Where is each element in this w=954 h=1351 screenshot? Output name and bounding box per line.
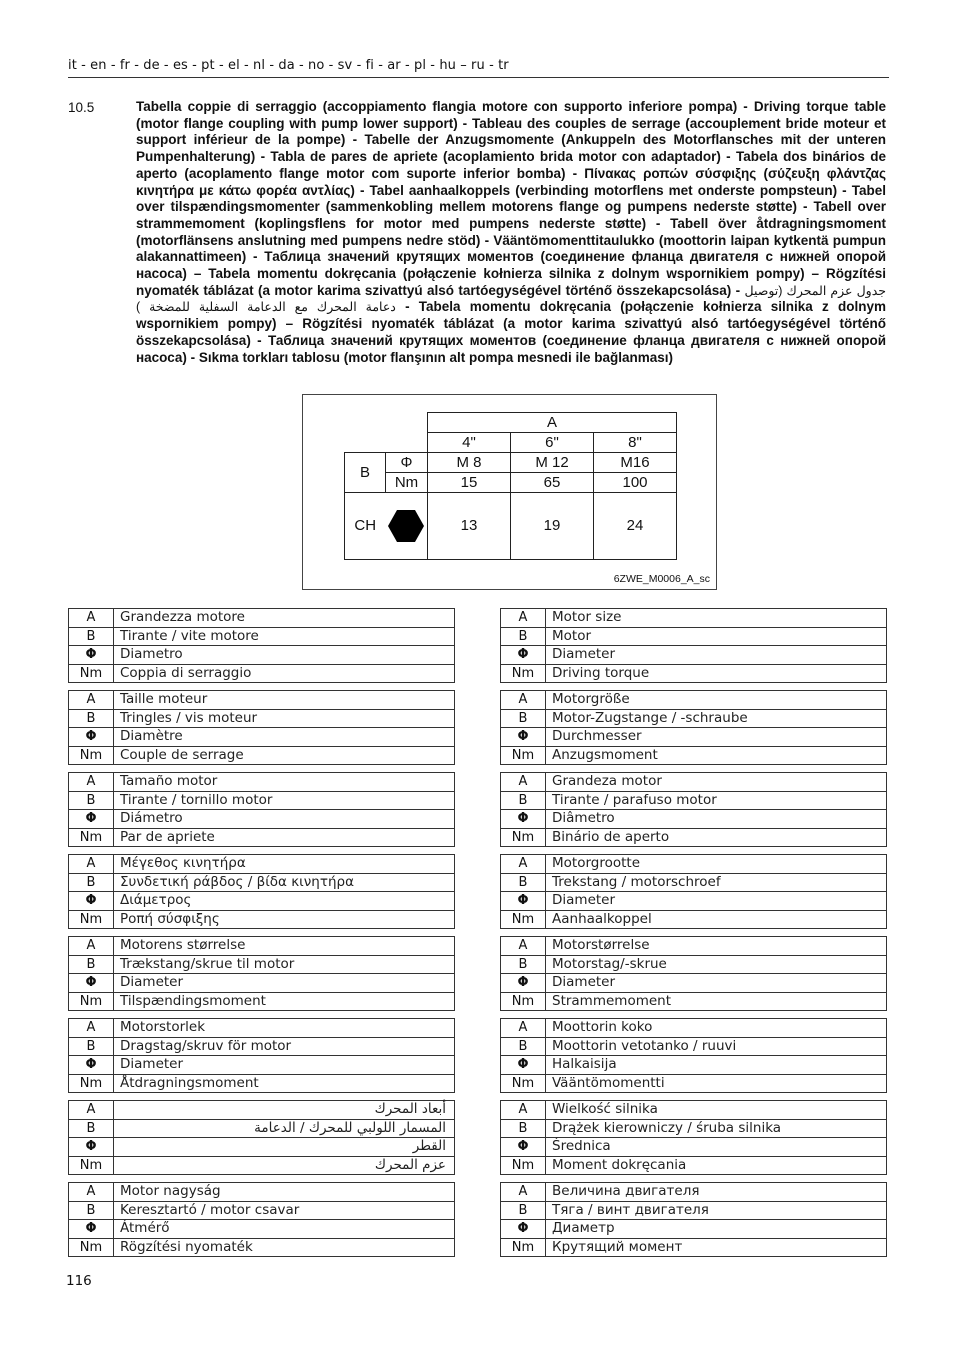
section-number: 10.5 <box>68 100 95 115</box>
legend-row <box>69 955 455 974</box>
legend-key: A <box>501 855 546 874</box>
legend-key: Φ <box>501 810 546 829</box>
legend-value: Grandezza motore <box>114 609 455 628</box>
legend-key: Nm <box>69 1074 114 1093</box>
legend-value: Anzugsmoment <box>546 746 887 765</box>
legend-key: Φ <box>69 892 114 911</box>
legend-value: Trekstang / motorschroef <box>546 873 887 892</box>
legend-row <box>501 974 887 993</box>
legend-value: Tringles / vis moteur <box>114 709 455 728</box>
legend-value: Aanhaalkoppel <box>546 910 887 929</box>
legend-row <box>501 1183 887 1202</box>
legend-key: Φ <box>501 892 546 911</box>
legend-value: Tirante / tornillo motor <box>114 791 455 810</box>
legend-value: Diameter <box>114 1056 455 1075</box>
legend-value: Tilspændingsmoment <box>114 992 455 1011</box>
legend-row <box>501 609 887 628</box>
legend-row <box>69 609 455 628</box>
legend-value: Átmérő <box>114 1220 455 1239</box>
legend-row <box>69 1074 455 1093</box>
legend-row <box>501 1074 887 1093</box>
legend-key: Nm <box>501 1238 546 1257</box>
legend-table-sv <box>68 1018 455 1093</box>
legend-row <box>69 892 455 911</box>
legend-key: Φ <box>69 728 114 747</box>
legend-row <box>69 810 455 829</box>
torque-6: 65 <box>511 473 594 493</box>
legend-key: B <box>501 791 546 810</box>
legend-key: B <box>501 955 546 974</box>
legend-key: B <box>501 1037 546 1056</box>
language-header: it - en - fr - de - es - pt - el - nl - da - no - sv - fi - ar - pl - hu – ru - tr <box>68 58 509 73</box>
legend-value: Ροπή σύσφιξης <box>114 910 455 929</box>
hexagon-nut-icon <box>387 509 425 543</box>
legend-row <box>501 937 887 956</box>
legend-key: B <box>501 627 546 646</box>
legend-key: Nm <box>69 664 114 683</box>
legend-value: Тяга / винт двигателя <box>546 1201 887 1220</box>
legend-key: Nm <box>501 746 546 765</box>
legend-table-pl <box>500 1100 887 1175</box>
legend-key: Nm <box>501 910 546 929</box>
torque-table <box>344 412 677 560</box>
legend-value: Motor-Zugstange / -schraube <box>546 709 887 728</box>
legend-key: Φ <box>501 1220 546 1239</box>
legend-row <box>69 1220 455 1239</box>
legend-row <box>501 1019 887 1038</box>
legend-row <box>69 791 455 810</box>
legend-value: Driving torque <box>546 664 887 683</box>
legend-key: A <box>69 1019 114 1038</box>
legend-row <box>501 1238 887 1257</box>
legend-key: Nm <box>501 1074 546 1093</box>
legend-table-fr <box>68 690 455 765</box>
legend-row <box>69 1183 455 1202</box>
ch-8: 24 <box>594 493 677 560</box>
title-part-2: - Tabela momentu dokręcania (połączenie kołnierza silnika z dolnym wspornikiem pompy) – Rögzítési nyomaték táblázat (a motor karima szivattyú alsó tartóegységével történő összekapcsolása) - Таблица значений крутящих моментов (соединение фланца двигателя с нижней опорой насоса) - Sıkma torkları tablosu (motor flanşının alt pompa mesnedi ile bağlanması) <box>136 299 886 365</box>
legend-row <box>69 910 455 929</box>
legend-key: B <box>69 1037 114 1056</box>
legend-value: القطر <box>114 1138 455 1157</box>
legend-table-fi <box>500 1018 887 1093</box>
legend-key: Nm <box>69 910 114 929</box>
ch-4: 13 <box>428 493 511 560</box>
legend-value: Motorgrootte <box>546 855 887 874</box>
legend-value: Diâmetro <box>546 810 887 829</box>
legend-table-ru <box>500 1182 887 1257</box>
legend-key: B <box>501 873 546 892</box>
legend-key: Nm <box>69 746 114 765</box>
legend-table-de <box>500 690 887 765</box>
legend-table-hu <box>68 1182 455 1257</box>
legend-row <box>501 828 887 847</box>
legend-key: B <box>501 709 546 728</box>
thread-8: M16 <box>594 453 677 473</box>
legend-value: Diamètre <box>114 728 455 747</box>
legend-key: A <box>501 1183 546 1202</box>
legend-value: Keresztartó / motor csavar <box>114 1201 455 1220</box>
legend-row <box>69 1037 455 1056</box>
legend-row <box>69 1238 455 1257</box>
legend-key: Nm <box>69 828 114 847</box>
legend-key: Φ <box>501 1056 546 1075</box>
legend-value: Halkaisija <box>546 1056 887 1075</box>
legend-value: Strammemoment <box>546 992 887 1011</box>
legend-value: Moment dokręcania <box>546 1156 887 1175</box>
legend-row <box>69 627 455 646</box>
legend-key: B <box>69 627 114 646</box>
phi-label: Φ <box>386 453 428 473</box>
legend-value: Grandeza motor <box>546 773 887 792</box>
legend-key: Φ <box>501 974 546 993</box>
legend-table-en <box>500 608 887 683</box>
legend-value: Diámetro <box>114 810 455 829</box>
legend-row <box>69 709 455 728</box>
legend-key: A <box>501 609 546 628</box>
legend-key: Φ <box>69 1056 114 1075</box>
legend-value: Wielkość silnika <box>546 1101 887 1120</box>
legend-row <box>501 1056 887 1075</box>
legend-value: Åtdragningsmoment <box>114 1074 455 1093</box>
legend-value: Par de apriete <box>114 828 455 847</box>
legend-table-it <box>68 608 455 683</box>
legend-key: Nm <box>501 664 546 683</box>
legend-row <box>501 1156 887 1175</box>
legend-row <box>501 709 887 728</box>
legend-key: Nm <box>69 1156 114 1175</box>
legend-row <box>501 910 887 929</box>
legend-key: Nm <box>501 1156 546 1175</box>
legend-row <box>501 1119 887 1138</box>
legend-row <box>69 646 455 665</box>
legend-key: Φ <box>69 974 114 993</box>
legend-row <box>69 728 455 747</box>
torque-figure <box>302 394 717 590</box>
legend-row <box>69 855 455 874</box>
legend-value: Moottorin vetotanko / ruuvi <box>546 1037 887 1056</box>
legend-row <box>501 892 887 911</box>
size-8: 8" <box>594 433 677 453</box>
legend-row <box>69 873 455 892</box>
legend-key: A <box>69 937 114 956</box>
size-6: 6" <box>511 433 594 453</box>
legend-key: Nm <box>501 992 546 1011</box>
legend-row <box>501 664 887 683</box>
legend-table-pt <box>500 772 887 847</box>
legend-value: Motorens størrelse <box>114 937 455 956</box>
row-label-b: B <box>345 453 386 493</box>
legend-value: أبعاد المحرك <box>114 1101 455 1120</box>
legend-row <box>501 627 887 646</box>
legend-key: A <box>69 609 114 628</box>
legend-row <box>501 773 887 792</box>
legend-value: Motorstag/-skrue <box>546 955 887 974</box>
legend-row <box>69 1019 455 1038</box>
legend-table-el <box>68 854 455 929</box>
legend-value: Średnica <box>546 1138 887 1157</box>
legend-table-nl <box>500 854 887 929</box>
legend-table-ar <box>68 1100 455 1175</box>
legend-key: B <box>69 955 114 974</box>
legend-value: Motorgröße <box>546 691 887 710</box>
torque-4: 15 <box>428 473 511 493</box>
legend-row <box>69 773 455 792</box>
legend-row <box>69 1119 455 1138</box>
legend-row <box>501 728 887 747</box>
legend-row <box>501 873 887 892</box>
legend-value: Rögzítési nyomaték <box>114 1238 455 1257</box>
legend-table-no <box>500 936 887 1011</box>
legend-value: المسمار اللولبي للمحرك / الدعامة <box>114 1119 455 1138</box>
page-number: 116 <box>66 1273 92 1289</box>
legend-key: B <box>501 1201 546 1220</box>
legend-row <box>501 646 887 665</box>
legend-row <box>69 974 455 993</box>
legend-key: Φ <box>501 728 546 747</box>
legend-key: A <box>501 691 546 710</box>
legend-row <box>69 1138 455 1157</box>
legend-row <box>69 992 455 1011</box>
legend-value: Motor <box>546 627 887 646</box>
legend-value: Diameter <box>546 646 887 665</box>
legend-row <box>69 1101 455 1120</box>
legend-row <box>501 791 887 810</box>
section-title <box>136 99 886 366</box>
legend-value: Binário de aperto <box>546 828 887 847</box>
legend-value: Motorstorlek <box>114 1019 455 1038</box>
legend-value: Vääntömomentti <box>546 1074 887 1093</box>
legend-row <box>501 1220 887 1239</box>
legend-key: A <box>69 855 114 874</box>
legend-row <box>501 691 887 710</box>
legend-value: Tirante / vite motore <box>114 627 455 646</box>
nm-label: Nm <box>386 473 428 493</box>
legend-key: A <box>501 1101 546 1120</box>
legend-row <box>69 828 455 847</box>
legend-value: Dragstag/skruv för motor <box>114 1037 455 1056</box>
legend-key: A <box>69 1101 114 1120</box>
torque-8: 100 <box>594 473 677 493</box>
legend-row <box>69 691 455 710</box>
legend-value: Motor size <box>546 609 887 628</box>
column-header-a: A <box>428 413 677 433</box>
legend-key: A <box>501 1019 546 1038</box>
legend-value: Διάμετρος <box>114 892 455 911</box>
legend-row <box>69 1056 455 1075</box>
legend-key: Φ <box>69 646 114 665</box>
legend-row <box>501 746 887 765</box>
legend-key: Nm <box>69 992 114 1011</box>
legend-key: Φ <box>69 1138 114 1157</box>
legend-key: Φ <box>501 646 546 665</box>
legend-row <box>501 1037 887 1056</box>
legend-value: Μέγεθος κινητήρα <box>114 855 455 874</box>
legend-value: Diametro <box>114 646 455 665</box>
legend-row <box>501 1201 887 1220</box>
legend-key: B <box>69 709 114 728</box>
legend-row <box>501 855 887 874</box>
legend-value: Диаметр <box>546 1220 887 1239</box>
legend-row <box>69 937 455 956</box>
legend-key: A <box>69 691 114 710</box>
legend-row <box>501 955 887 974</box>
legend-value: Couple de serrage <box>114 746 455 765</box>
legend-value: Motorstørrelse <box>546 937 887 956</box>
legend-value: عزم المحرك <box>114 1156 455 1175</box>
legend-key: B <box>69 791 114 810</box>
thread-6: M 12 <box>511 453 594 473</box>
legend-key: B <box>69 1201 114 1220</box>
legend-value: Moottorin koko <box>546 1019 887 1038</box>
legend-row <box>501 1138 887 1157</box>
legend-row <box>69 746 455 765</box>
header-divider <box>68 77 889 78</box>
ch-label: CH <box>345 493 386 560</box>
legend-key: A <box>501 773 546 792</box>
legend-key: Nm <box>69 1238 114 1257</box>
size-4: 4" <box>428 433 511 453</box>
legend-key: B <box>69 1119 114 1138</box>
legend-value: Крутящий момент <box>546 1238 887 1257</box>
legend-row <box>501 992 887 1011</box>
figure-code: 6ZWE_M0006_A_sc <box>613 573 710 585</box>
title-part-1: Tabella coppie di serraggio (accoppiamento flangia motore con supporto inferiore pompa) - Driving torque table (motor flange coupling with pump lower support) - Tableau des couples de serrage (accouplement bride moteur et support inférieur de la pompe) - Tabelle der Anzugsmomente (Ankuppeln des Motorflansches mit der unteren Pumpenhalterung) - Tabla de pares de apriete (acoplamiento brida motor con adaptador) - Tabela dos binários de aperto (acoplamento flange motor com suporte inferior bomba) - Πίνακας ροπών σύσφιξης (σύζευξη φλάντζας κινητήρα με κάτω φορέα αντλίας) - Tabel aanhaalkoppels (verbinding motorflens met onderste pompsteun) - Tabel over tilspændingsmomenter (sammenkobling mellem motorens flange og pumpens nederste støtte) - Tabell over strammemoment (koplingsflens for motor med pumpens nederste støtte) - Tabell över åtdragningsmoment (motorflänsens anslutning med pumpens nedre stöd) - Vääntömomenttitaulukko (moottorin laipan kytkentä pumpun alakannattimeen) - Таблица значений крутящих моментов (соединение фланца двигателя с нижней опорой насоса) – Tabela momentu dokręcania (połączenie kołnierza silnika z dolnym wspornikiem pompy) – Rögzítési nyomaték táblázat (a motor karima szivattyú alsó tartóegységével történő összekapcsolása) - <box>136 99 886 298</box>
legend-value: Trækstang/skrue til motor <box>114 955 455 974</box>
legend-row <box>501 810 887 829</box>
legend-table-da <box>68 936 455 1011</box>
legend-value: Drążek kierowniczy / śruba silnika <box>546 1119 887 1138</box>
legend-value: Tamaño motor <box>114 773 455 792</box>
legend-key: A <box>501 937 546 956</box>
legend-table-es <box>68 772 455 847</box>
legend-value: Diameter <box>546 892 887 911</box>
legend-row <box>501 1101 887 1120</box>
legend-row <box>69 664 455 683</box>
title-arabic: جدول عزم المحرك (توصيل دعامة المحرك مع الدعامة السفلية للمضخة ) <box>136 283 886 315</box>
ch-6: 19 <box>511 493 594 560</box>
thread-4: M 8 <box>428 453 511 473</box>
legend-value: Motor nagyság <box>114 1183 455 1202</box>
legend-value: Durchmesser <box>546 728 887 747</box>
legend-key: B <box>501 1119 546 1138</box>
legend-key: Φ <box>69 810 114 829</box>
legend-row <box>69 1201 455 1220</box>
legend-value: Величина двигателя <box>546 1183 887 1202</box>
legend-key: A <box>69 1183 114 1202</box>
legend-value: Taille moteur <box>114 691 455 710</box>
legend-key: Nm <box>501 828 546 847</box>
legend-value: Tirante / parafuso motor <box>546 791 887 810</box>
legend-key: Φ <box>501 1138 546 1157</box>
hex-cell <box>386 493 428 560</box>
legend-row <box>69 1156 455 1175</box>
legend-value: Diameter <box>546 974 887 993</box>
legend-value: Coppia di serraggio <box>114 664 455 683</box>
legend-value: Diameter <box>114 974 455 993</box>
legend-key: B <box>69 873 114 892</box>
legend-value: Συνδετική ράβδος / βίδα κινητήρα <box>114 873 455 892</box>
legend-key: Φ <box>69 1220 114 1239</box>
legend-key: A <box>69 773 114 792</box>
